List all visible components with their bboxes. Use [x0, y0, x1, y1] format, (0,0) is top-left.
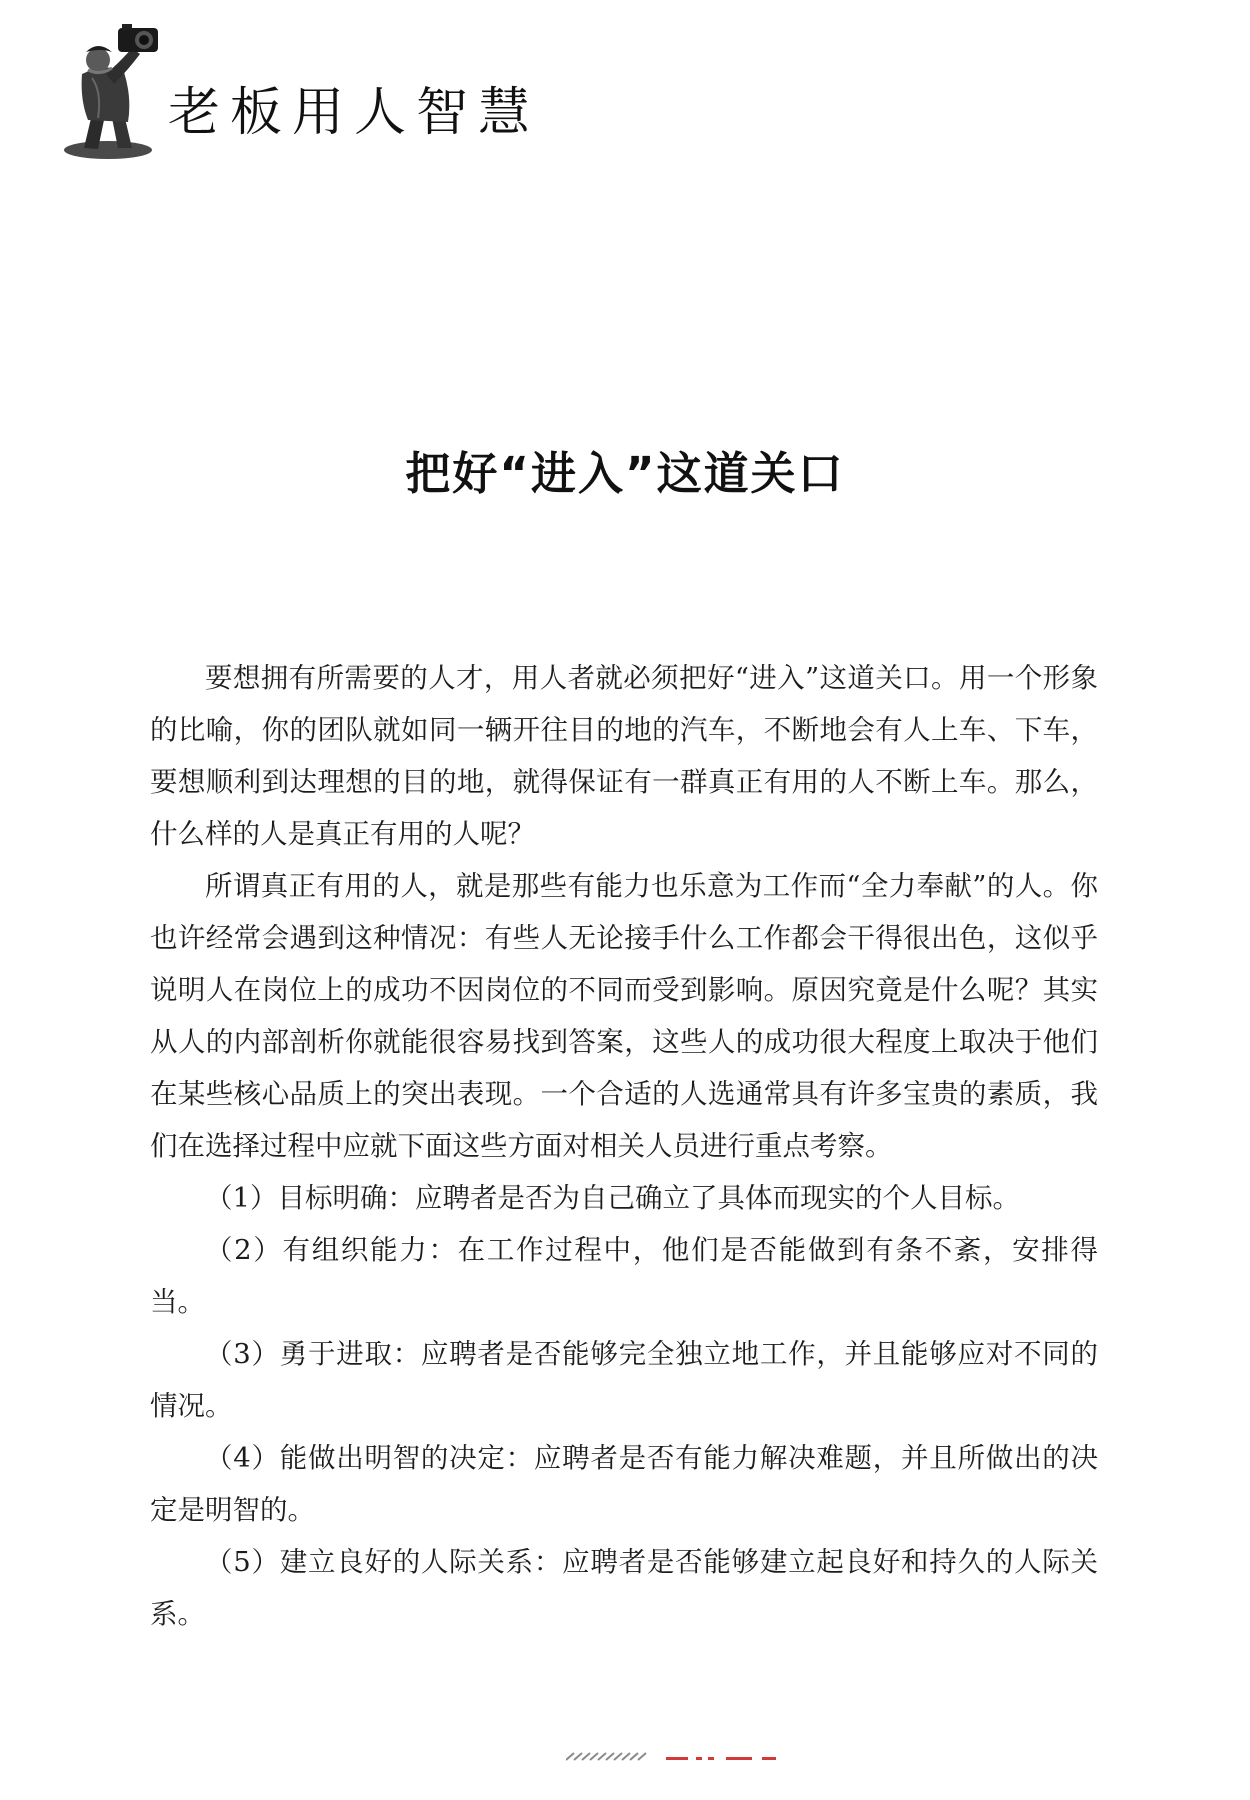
body-text [150, 652, 1098, 1640]
list-item: （4）能做出明智的决定：应聘者是否有能力解决难题，并且所做出的决定是明智的。 [150, 1442, 1098, 1526]
paragraph: 所谓真正有用的人，就是那些有能力也乐意为工作而“全力奉献”的人。你也许经常会遇到这种情况：有些人无论接手什么工作都会干得很出色，这似乎说明人在岗位上的成功不因岗位的不同而受到影响。原因究竟是什么呢？其实从人的内部剖析你就能很容易找到答案，这些人的成功很大程度上取决于他们在某些核心品质上的突出表现。一个合适的人选通常具有许多宝贵的素质，我们在选择过程中应就下面这些方面对相关人员进行重点考察。 [150, 870, 1098, 1162]
list-item: （2）有组织能力：在工作过程中，他们是否能做到有条不紊，安排得当。 [150, 1234, 1098, 1318]
list-item: （5）建立良好的人际关系：应聘者是否能够建立起良好和持久的人际关系。 [150, 1546, 1098, 1630]
book-title: 老板用人智慧 [168, 83, 541, 143]
page-header [62, 22, 622, 162]
chapter-title: 把好“进入”这道关口 [405, 447, 845, 500]
list-item: （1）目标明确：应聘者是否为自己确立了具体而现实的个人目标。 [205, 1182, 1020, 1214]
list-item: （3）勇于进取：应聘者是否能够完全独立地工作，并且能够应对不同的情况。 [150, 1338, 1098, 1422]
footer-ornament [566, 1750, 796, 1764]
paragraph: 要想拥有所需要的人才，用人者就必须把好“进入”这道关口。用一个形象的比喻，你的团队就如同一辆开往目的地的汽车，不断地会有人上车、下车，要想顺利到达理想的目的地，就得保证有一群真正有用的人不断上车。那么，什么样的人是真正有用的人呢？ [150, 662, 1098, 850]
mascot-photographer-icon [62, 22, 166, 160]
